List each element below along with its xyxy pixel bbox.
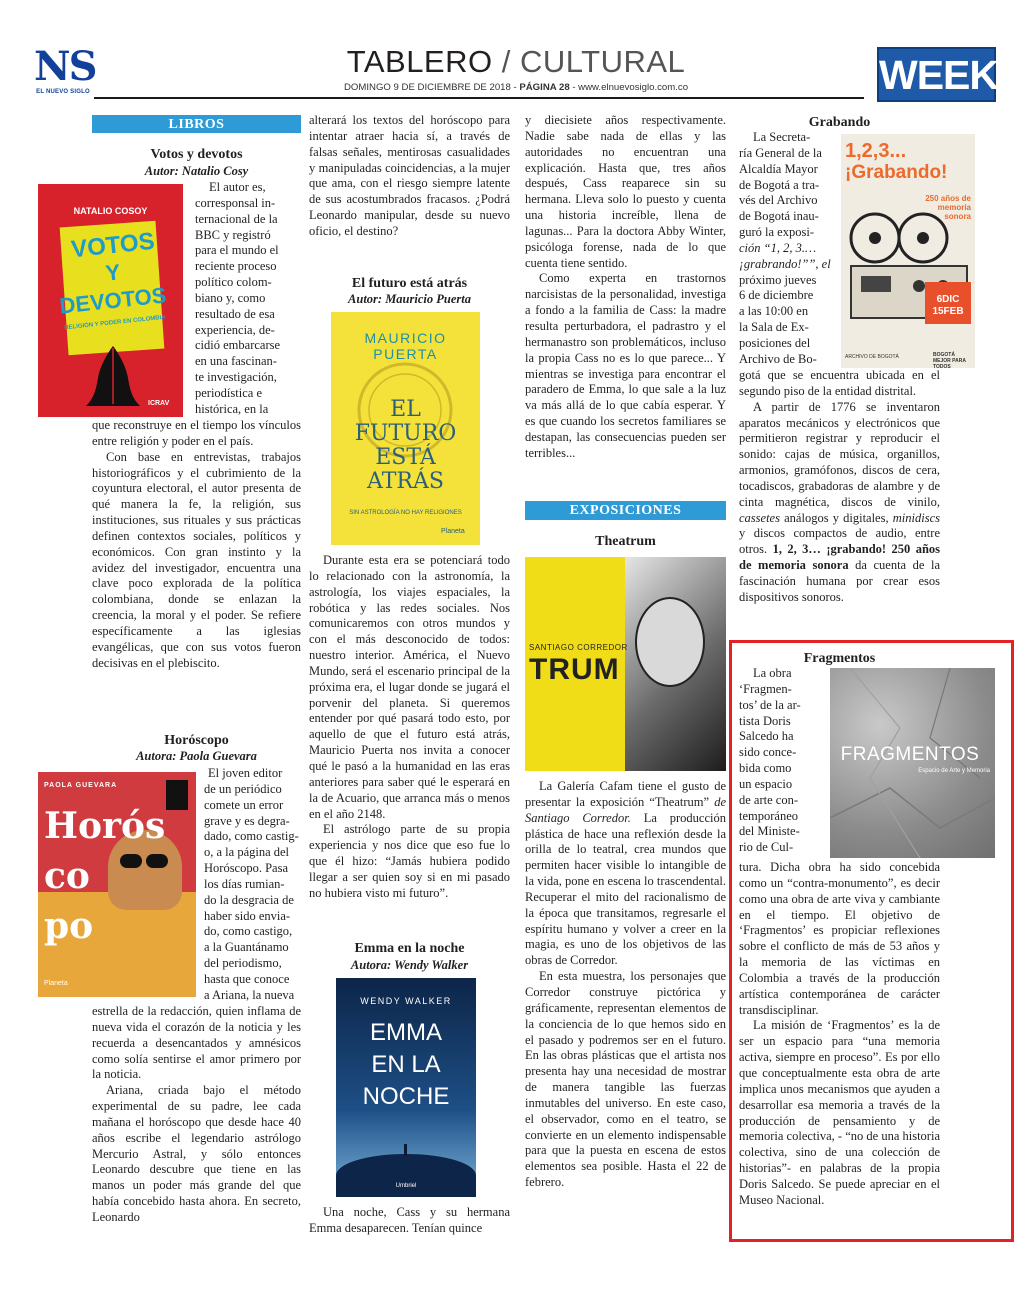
text-line: do, como castigo, bbox=[204, 924, 293, 939]
text-line: próximo jueves bbox=[739, 272, 817, 287]
text-line: hasta que conoce bbox=[204, 971, 290, 986]
votos-cover-subtitle: RELIGIÓN Y PODER EN COLOMBIA bbox=[64, 314, 166, 332]
text-line: experiencia, de- bbox=[195, 322, 275, 337]
votos-byline: Autor: Natalio Cosy bbox=[144, 164, 249, 178]
horoscopo-continued bbox=[309, 113, 510, 240]
dateline-date: DOMINGO 9 DE DICIEMBRE DE 2018 - bbox=[343, 82, 520, 93]
futuro-byline: Autor: Mauricio Puerta bbox=[348, 292, 471, 306]
votos-headline: Votos y devotos bbox=[150, 147, 243, 162]
paragraph: y diecisiete años respectivamente. Nadie sabe nada de ellas y las autoridades no encuentran una explicación. Hasta que, tres años después, Cass reaparece sin su hermana. Lleva solo lo puesto y cuenta una historia increíble, llena de lagunas... Para la doctora Abby Winter, psicóloga forense, nada de lo que cuenta tiene sentido. bbox=[525, 113, 726, 270]
text-line: resultado de esa bbox=[195, 306, 275, 321]
paragraph: tura. Dicha obra ha sido concebida como un “contra-monumento”, es decir como una obra de arte viva y cambiante en el tiempo. El objetivo de ‘Fragmentos’ es propiciar reflexiones sobre el conflicto de más de 53 años y la memoria de las víctimas en Colombia a través de la producción artística contemporánea de carácter transdisciplinar. bbox=[739, 860, 940, 1017]
futuro-cover-author-1: MAURICIO bbox=[364, 330, 447, 346]
paragraph: Una noche, Cass y su hermana Emma desaparecen. Tenían quince bbox=[309, 1205, 510, 1235]
text-run: y discos compactos de audio, entre otros. bbox=[739, 526, 940, 557]
paragraph: La misión de ‘Fragmentos’ es la de ser un espacio para “una memoria activa, siempre en proceso”. Es por ello que conceptualmente esta obra de arte implica unos mecanismos que ayuden a desarrollar esa memoria a través de la producción de pensamiento y de memoria colectiva, - “no de una historia colectiva, sino de una colección de historias”- en palabras de la propia Doris Salcedo. Se puede apreciar en el Museo Nacional. bbox=[739, 1018, 940, 1207]
dateline-url[interactable]: - www.elnuevosiglo.com.co bbox=[569, 82, 689, 93]
section-title bbox=[200, 44, 832, 80]
grabando-poster-footer: ARCHIVO DE BOGOTÁ bbox=[845, 354, 899, 360]
paragraph: Durante esta era se potenciará todo lo relacionado con la astronomía, la astrología, los viajes espaciales, la robótica y las redes sociales. Nos comunicaremos con otros mundos y con el más desconocido de todos: nuestro interior. América, el Nuevo Mundo, será el escenario principal de la próxima era, el lugar donde se jugará el porvenir del planeta. Si queremos entender por qué pasará todo esto, por aquello de que el futuro está atrás, Mauricio Puerta nos invita a conocer qué le pasó a la humanidad en las eras anteriores para saber qué le esperará en la de Acuario, que arranca más o menos en el año 2148. bbox=[309, 553, 510, 821]
theatrum-cover-author: SANTIAGO CORREDOR bbox=[529, 643, 628, 652]
futuro-cover-image bbox=[331, 312, 480, 545]
theatrum-headline: Theatrum bbox=[595, 534, 656, 549]
text-line: de Bogotá a tra- bbox=[739, 177, 820, 192]
fragmentos-body bbox=[739, 860, 940, 1209]
sunglasses-icon bbox=[146, 854, 168, 868]
text-line: dado, como castig- bbox=[204, 829, 299, 844]
text-line: haber sido envia- bbox=[204, 908, 291, 923]
text-line: Horóscopo. Pasa bbox=[204, 861, 289, 876]
emma-headline: Emma en la noche bbox=[354, 941, 465, 956]
paragraph: Como experta en trastornos narcisistas de la personalidad, investiga a fondo a la familia de Cass: la madre resulta perturbadora, el padrastro y el hermanastro son problemáticos, incluso la propia Cass no es lo que parece... Y mientras se investiga para encontrar el paradero de Emma, lo que sale a la luz va más allá de lo que cabía esperar. Y es que cuando los secretos familiares se destapan, las consecuencias pueden ser terribles... bbox=[525, 271, 726, 460]
text-line: El autor es, bbox=[209, 180, 266, 194]
text-line: posiciones del bbox=[739, 335, 811, 350]
votos-body bbox=[92, 418, 301, 672]
text-line: a las 10:00 en bbox=[739, 304, 809, 319]
text-line: Salcedo ha bbox=[739, 729, 794, 744]
text-line: ¡grabrando!””, el bbox=[739, 256, 831, 271]
text-run: análogos y digitales, bbox=[779, 510, 893, 525]
text-run: minidiscs bbox=[892, 510, 940, 525]
emma-body-continued bbox=[525, 113, 726, 462]
text-line: a Ariana, la nueva bbox=[204, 987, 295, 1002]
grabando-headline: Grabando bbox=[808, 115, 871, 130]
dateline bbox=[200, 82, 832, 93]
week-logo[interactable] bbox=[877, 47, 996, 102]
futuro-cover-title-1: EL bbox=[390, 397, 421, 422]
title-main: TABLERO bbox=[346, 44, 493, 79]
text-run: La Galería Cafam tiene el gusto de presentar la exposición “Theatrum” bbox=[525, 779, 726, 809]
text-line: comete un error bbox=[204, 797, 284, 812]
header-rule bbox=[94, 97, 864, 99]
votos-cover-image bbox=[38, 184, 183, 417]
text-line: La obra bbox=[753, 666, 792, 680]
futuro-body bbox=[309, 553, 510, 902]
paragraph bbox=[525, 779, 726, 969]
text-line: BBC y registró bbox=[195, 227, 271, 242]
text-line: tista Doris bbox=[739, 713, 791, 728]
text-line: ‘Fragmen- bbox=[739, 681, 792, 696]
horoscopo-headline: Horóscopo bbox=[164, 733, 229, 748]
votos-cover-author: NATALIO COSOY bbox=[73, 206, 148, 216]
theatrum-body bbox=[525, 779, 726, 1191]
horoscopo-byline: Autora: Paola Guevara bbox=[136, 749, 257, 763]
text-line: rio de Cul- bbox=[739, 840, 794, 855]
text-run: La producción plástica de hace una reflexión desde la orilla de lo teatral, crea mundos que permiten hacer visible lo intangible de la vida, pone en escena lo trascendental. Recuperar el mito del racionalismo de la época que transitamos, regresarle el espíritu humano y volver a creer en la magia, es uno de los objetivos de las obras de Corredor. bbox=[525, 810, 726, 968]
horoscopo-cover-publisher: Planeta bbox=[44, 980, 68, 987]
text-line: reciente proceso bbox=[195, 259, 277, 274]
text-line: cidió embarcarse bbox=[195, 338, 281, 353]
text-run: de Santiago Corredor. bbox=[525, 794, 726, 825]
fragmentos-cover-subtitle: Espacio de Arte y Memoria bbox=[918, 768, 990, 774]
futuro-headline: El futuro está atrás bbox=[351, 276, 468, 291]
praying-hands-icon bbox=[82, 344, 144, 408]
votos-cover-title-3: DEVOTOS bbox=[58, 282, 168, 319]
text-line: un espacio bbox=[739, 776, 793, 791]
text-line: ternacional de la bbox=[195, 211, 278, 226]
text-line: la Sala de Ex- bbox=[739, 320, 809, 335]
grabando-poster-image bbox=[841, 134, 975, 368]
horoscopo-cover-title-2: co bbox=[44, 855, 90, 897]
horoscopo-cover-title-3: po bbox=[44, 905, 94, 947]
grabando-poster-footer-2: BOGOTÁ MEJOR PARA TODOS bbox=[933, 352, 966, 368]
theatrum-cover-image bbox=[525, 557, 726, 771]
votos-cover-title-1: VOTOS bbox=[69, 227, 156, 264]
paragraph: Con base en entrevistas, trabajos historiográficos y el cubrimiento de la coyuntura electoral, el autor presenta de qué manera la fe, la religión, sus instituciones, sus rituales y sus prácticas definen contextos sociales, políticos y económicos. Con gran instinto y la avidez del investigador, encuentra una clave poco explorada de la política colombiana, donde se enlazan la creencia, la moral y el poder. Se refiere específicamente a las iglesias evangélicas, que con sus votos fueron decisivas en el plebiscito. bbox=[92, 449, 301, 670]
theatrum-cover-title: TRUM bbox=[529, 653, 620, 686]
text-line: político colom- bbox=[195, 275, 272, 290]
horoscopo-cover-title-1: Horós bbox=[44, 805, 166, 847]
fragmentos-cover-image bbox=[830, 668, 995, 858]
cover-badge bbox=[166, 780, 188, 810]
text-line: corresponsal in- bbox=[195, 195, 276, 210]
text-line: El joven editor bbox=[208, 766, 283, 780]
paragraph: que reconstruye en el tiempo los vínculos entre religión y poder en el país. bbox=[92, 418, 301, 448]
el-nuevo-siglo-logo[interactable] bbox=[34, 43, 96, 99]
emma-cover-title-2: EN LA bbox=[371, 1051, 441, 1078]
emma-body-start bbox=[309, 1205, 510, 1237]
paragraph: estrella de la redacción, quien inflama de nueva vida el corazón de la noticia y les recuerda a desencantados y amnésicos como solía sentirse el amor primero por la noticia. bbox=[92, 1004, 301, 1082]
futuro-cover-author-2: PUERTA bbox=[373, 346, 438, 362]
text-line: temporáneo bbox=[739, 808, 799, 823]
text-run: A partir de 1776 se inventaron aparatos mecánicos y electrónicos que permitieron registrar y reproducir el sonido: cajas de música, organillos, armonios, gramófonos, discos de cera, tocadiscos, grabadoras de alambre y de cinta magnética, discos de vinilo, bbox=[739, 399, 940, 509]
fragmentos-headline: Fragmentos bbox=[803, 651, 876, 666]
text-run: 1, 2, 3… ¡grabando! 250 años de memoria sonora bbox=[739, 542, 941, 573]
logo-letters: NS bbox=[34, 43, 96, 90]
horoscopo-cover-image bbox=[38, 772, 196, 997]
futuro-cover-title-3: ESTÁ bbox=[375, 445, 436, 470]
grabando-wrap-text bbox=[739, 130, 835, 368]
sunglasses-icon bbox=[120, 854, 142, 868]
paragraph: alterará los textos del horóscopo para intentar atraer hacia sí, a través de falsas señales, mentirosas casualidades y manipuladas coincidencias, a la mujer que ama, con el riesgo siempre latente de sus acostumbrados fracasos. ¿Podrá Leonardo manipular, desde su nuevo oficio, el destino? bbox=[309, 113, 510, 238]
paragraph bbox=[739, 400, 940, 606]
dateline-page: PÁGINA 28 bbox=[519, 82, 570, 93]
text-line: grave y es degra- bbox=[204, 813, 290, 828]
futuro-cover-subtitle: SIN ASTROLOGÍA NO HAY RELIGIONES bbox=[349, 510, 462, 516]
text-run: da cuenta de la fascinación humana por crear esos dispositivos sonoros. bbox=[739, 558, 940, 604]
grabando-body bbox=[739, 368, 940, 606]
emma-cover-title-3: NOCHE bbox=[362, 1083, 450, 1110]
fragmentos-wrap-text bbox=[739, 666, 826, 856]
section-bar-exposiciones: EXPOSICIONES bbox=[525, 501, 726, 520]
logo-subtitle: EL NUEVO SIGLO bbox=[36, 89, 90, 95]
paragraph: gotá que se encuentra ubicada en el segundo piso de la entidad distrital. bbox=[739, 368, 940, 398]
emma-byline: Autora: Wendy Walker bbox=[350, 958, 469, 972]
text-line: Alcaldía Mayor bbox=[739, 161, 818, 176]
mask-figure bbox=[635, 597, 705, 687]
text-line: 6 de diciembre bbox=[739, 288, 814, 303]
grabando-poster-date-1: 6DIC bbox=[936, 294, 960, 305]
text-line: del periodismo, bbox=[204, 956, 282, 971]
section-bar-libros: LIBROS bbox=[92, 115, 301, 133]
text-line: biano y, como bbox=[195, 290, 266, 305]
text-line: do la desgracia de bbox=[204, 892, 294, 907]
grabando-poster-title-1: 1,2,3... bbox=[845, 140, 907, 162]
emma-cover-image bbox=[336, 978, 476, 1197]
emma-cover-title-1: EMMA bbox=[370, 1019, 442, 1046]
fragmentos-cover-title: FRAGMENTOS bbox=[840, 744, 980, 765]
cover-horizon bbox=[336, 1154, 476, 1197]
text-line: del Ministe- bbox=[739, 824, 800, 839]
text-line: periodística e bbox=[195, 385, 262, 400]
futuro-cover-publisher: Planeta bbox=[441, 528, 465, 535]
text-line: te investigación, bbox=[195, 370, 277, 385]
text-line: en una fascinan- bbox=[195, 354, 277, 369]
horoscopo-cover-author: PAOLA GUEVARA bbox=[44, 782, 118, 789]
horoscopo-wrap-text bbox=[204, 766, 301, 1004]
text-line: tos’ de la ar- bbox=[739, 697, 801, 712]
text-line: o, a la página del bbox=[204, 845, 290, 860]
paragraph: El astrólogo parte de su propia experiencia y nos dice que eso fue lo que él hizo: “Jamás hubiera podido llegar a ser quien soy si en mi pasado no hubiera visto mi futuro”. bbox=[309, 822, 510, 900]
paragraph: Ariana, criada bajo el método experimental de su padre, lee cada mañana el horóscopo que desde hace 40 años escribe el legendario astrólogo Mercurio Astral, y sólo entonces Leonardo descubre que tiene en las manos un poder más grande del que había concebido hasta ahora. En secreto, Leonardo bbox=[92, 1083, 301, 1224]
text-line: para el mundo el bbox=[195, 243, 279, 258]
title-separator: / bbox=[492, 44, 520, 79]
votos-cover-publisher: ICRAV bbox=[148, 400, 170, 407]
text-line: bida como bbox=[739, 761, 792, 776]
emma-cover-publisher: Umbriel bbox=[395, 1183, 417, 1189]
title-section: CULTURAL bbox=[519, 44, 686, 79]
text-line: ría General de la bbox=[739, 145, 822, 160]
text-line: de un periódico bbox=[204, 781, 282, 796]
text-line: guró la exposi- bbox=[739, 225, 814, 240]
horoscopo-body bbox=[92, 1004, 301, 1226]
text-line: vés del Archivo bbox=[739, 193, 818, 208]
grabando-poster-date-2: 15FEB bbox=[932, 306, 964, 317]
futuro-cover-title-4: ATRÁS bbox=[367, 469, 444, 494]
votos-cover-title-2: Y bbox=[104, 259, 122, 286]
text-line: Archivo de Bo- bbox=[739, 351, 817, 366]
text-line: a la Guantánamo bbox=[204, 940, 289, 955]
text-run: cassetes bbox=[739, 510, 780, 525]
text-line: La Secreta- bbox=[753, 130, 811, 144]
text-line: de Bogotá inau- bbox=[739, 209, 819, 224]
silhouette-icon bbox=[404, 1144, 407, 1156]
votos-wrap-text bbox=[195, 180, 301, 418]
emma-cover-author: WENDY WALKER bbox=[360, 996, 452, 1006]
text-line: sido conce- bbox=[739, 745, 797, 760]
text-line: de arte con- bbox=[739, 792, 798, 807]
text-line: histórica, en la bbox=[195, 401, 269, 416]
week-logo-text: WEEK bbox=[879, 52, 998, 98]
grabando-poster-title-2: ¡Grabando! bbox=[845, 162, 948, 183]
text-line: ción “1, 2, 3.… bbox=[739, 240, 817, 255]
futuro-cover-title-2: FUTURO bbox=[354, 421, 457, 446]
grabando-poster-subtitle: 250 años de memoria sonora bbox=[925, 194, 971, 221]
paragraph: En esta muestra, los personajes que Corredor construye pictórica y gráficamente, representan elementos de la conciencia de lo que hemos sido en el pasado y podremos ser en el futuro. En las obras plásticas que el artista nos presenta hay una necesidad de mostrar de manera tangible las fuerzas inmutables del universo. En este caso, el observador, como en el teatro, se convierte en un elemento indispensable para que la puesta en escena de estos elementos sea posible. Hasta el 22 de febrero. bbox=[525, 969, 726, 1190]
text-line: los días rumian- bbox=[204, 876, 285, 891]
